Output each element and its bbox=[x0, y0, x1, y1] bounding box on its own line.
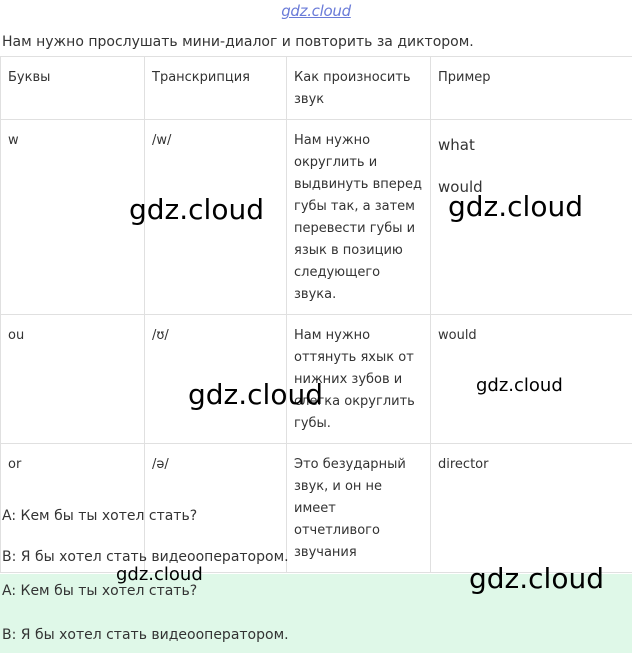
cell-example bbox=[431, 444, 632, 573]
highlighted-dialog-line-b: B: Я бы хотел стать видеооператором. bbox=[2, 627, 289, 643]
cell-transcription: /ə/ bbox=[145, 444, 287, 573]
example-word: director bbox=[438, 457, 489, 472]
cell-transcription: /ʊ/ bbox=[145, 315, 287, 444]
highlighted-dialog-line-a: A: Кем бы ты хотел стать? bbox=[2, 583, 198, 599]
header-transcription: Транскрипция bbox=[145, 57, 287, 120]
intro-text: Нам нужно прослушать мини-диалог и повторить за диктором. bbox=[2, 34, 474, 50]
header-pronunciation: Как произносить звук bbox=[287, 57, 431, 120]
cell-pronunciation: Нам нужно оттянуть яхык от нижних зубов и слегка округлить губы. bbox=[287, 315, 431, 444]
table-header-row bbox=[1, 57, 632, 120]
watermark: gdz.cloud bbox=[116, 564, 203, 585]
example-word: what bbox=[438, 136, 475, 154]
site-logo[interactable]: gdz.cloud bbox=[281, 2, 351, 20]
cell-transcription: /w/ bbox=[145, 120, 287, 315]
phonetics-table bbox=[0, 56, 632, 573]
cell-pronunciation: Это безударный звук, и он не имеет отчетливого звучания bbox=[287, 444, 431, 573]
cell-pronunciation: Нам нужно округлить и выдвинуть вперед губы так, а затем перевести губы и язык в позицию следующего звука. bbox=[287, 120, 431, 315]
dialog-line-b: B: Я бы хотел стать видеооператором. bbox=[2, 549, 289, 565]
cell-letters: or bbox=[1, 444, 145, 573]
header-letters: Буквы bbox=[1, 57, 145, 120]
example-word: would bbox=[438, 178, 483, 196]
dialog-line-a: A: Кем бы ты хотел стать? bbox=[2, 508, 198, 524]
header-example: Пример bbox=[431, 57, 632, 120]
example-word: would bbox=[438, 328, 477, 343]
watermark: gdz.cloud bbox=[476, 375, 563, 396]
watermark: gdz.cloud bbox=[469, 562, 604, 595]
watermark: gdz.cloud bbox=[188, 378, 323, 411]
watermark: gdz.cloud bbox=[129, 193, 264, 226]
watermark: gdz.cloud bbox=[448, 190, 583, 223]
cell-letters: w bbox=[1, 120, 145, 315]
cell-letters: ou bbox=[1, 315, 145, 444]
